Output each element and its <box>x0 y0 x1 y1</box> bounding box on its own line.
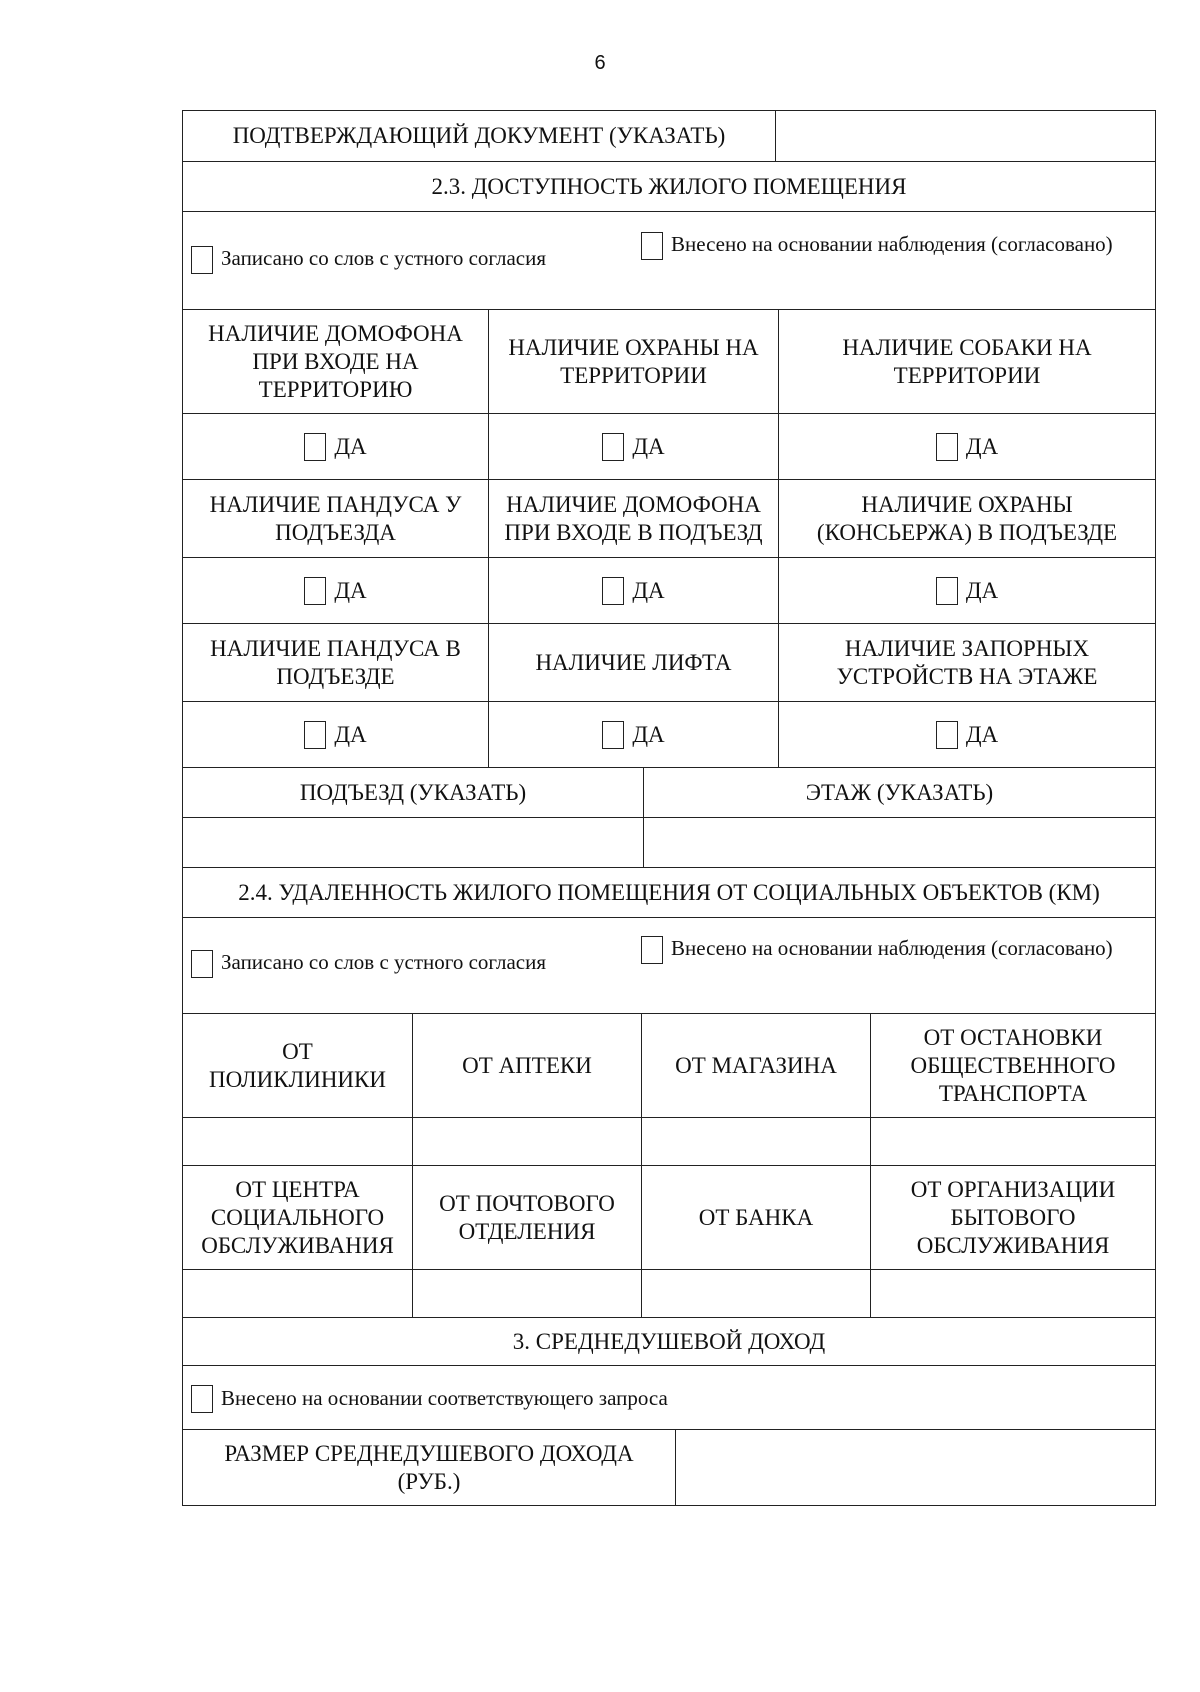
yes-option[interactable] <box>183 702 488 767</box>
distance-header-row-2 <box>182 1166 1156 1270</box>
yes-option[interactable] <box>183 558 488 623</box>
distance-value-row-2 <box>182 1270 1156 1318</box>
ramp-inside-label: НАЛИЧИЕ ПАНДУСА В ПОДЪЕЗДЕ <box>210 635 461 689</box>
clinic-label: ОТ ПОЛИКЛИНИКИ <box>208 1038 386 1092</box>
option-request-label: Внесено на основании соответствующего запроса <box>221 1385 668 1410</box>
document-row <box>182 110 1156 162</box>
section-2-3-header <box>182 162 1156 212</box>
entrance-floor-value-row <box>182 818 1156 868</box>
option-oral-consent[interactable] <box>183 212 633 309</box>
document-label: ПОДТВЕРЖДАЮЩИЙ ДОКУМЕНТ (УКАЗАТЬ) <box>232 123 726 148</box>
yes-label: ДА <box>965 577 999 603</box>
shop-label: ОТ МАГАЗИНА <box>641 1014 870 1117</box>
section-3-header <box>182 1318 1156 1366</box>
checkbox-observed[interactable] <box>641 232 663 260</box>
checkbox-yes[interactable] <box>304 433 326 461</box>
social-center-distance-field[interactable] <box>183 1270 412 1317</box>
section-2-4-header <box>182 868 1156 918</box>
intercom-entrance-label: НАЛИЧИЕ ДОМОФОНА ПРИ ВХОДЕ В ПОДЪЕЗД <box>488 480 778 557</box>
checkbox-yes[interactable] <box>304 721 326 749</box>
option-observed-label: Внесено на основании наблюдения (согласовано) <box>671 936 1113 960</box>
post-office-distance-field[interactable] <box>412 1270 641 1317</box>
checkbox-yes[interactable] <box>602 433 624 461</box>
accessibility-yes-row-2 <box>182 558 1156 624</box>
social-center-label: ОТ ЦЕНТРА СОЦИАЛЬНОГО ОБСЛУЖИВАНИЯ <box>201 1176 394 1258</box>
option-observed[interactable] <box>633 918 1155 1013</box>
ramp-entrance-label: НАЛИЧИЕ ПАНДУСА У ПОДЪЕЗДА <box>209 491 462 545</box>
accessibility-header-row-1 <box>182 310 1156 414</box>
pharmacy-label: ОТ АПТЕКИ <box>412 1014 641 1117</box>
yes-option[interactable] <box>778 702 1155 767</box>
entrance-label: ПОДЪЕЗД (УКАЗАТЬ) <box>299 779 527 805</box>
yes-option[interactable] <box>488 414 778 479</box>
consumer-services-distance-field[interactable] <box>870 1270 1155 1317</box>
document-value-field[interactable] <box>775 111 1155 161</box>
yes-option[interactable] <box>778 558 1155 623</box>
checkbox-yes[interactable] <box>936 721 958 749</box>
income-row <box>182 1430 1156 1506</box>
yes-label: ДА <box>632 577 665 603</box>
transport-distance-field[interactable] <box>870 1118 1155 1165</box>
pharmacy-distance-field[interactable] <box>412 1118 641 1165</box>
floor-label: ЭТАЖ (УКАЗАТЬ) <box>643 768 1155 817</box>
entrance-field[interactable] <box>183 818 643 867</box>
entrance-floor-header-row <box>182 768 1156 818</box>
option-observed-label: Внесено на основании наблюдения (согласовано) <box>671 232 1113 256</box>
bank-distance-field[interactable] <box>641 1270 870 1317</box>
shop-distance-field[interactable] <box>641 1118 870 1165</box>
elevator-label: НАЛИЧИЕ ЛИФТА <box>488 624 778 701</box>
option-oral-consent-label: Записано со слов с устного согласия <box>221 246 546 270</box>
option-observed[interactable] <box>633 212 1155 309</box>
form-table <box>182 110 1156 1506</box>
accessibility-header-row-3 <box>182 624 1156 702</box>
post-office-label: ОТ ПОЧТОВОГО ОТДЕЛЕНИЯ <box>412 1166 641 1269</box>
checkbox-yes[interactable] <box>602 721 624 749</box>
checkbox-yes[interactable] <box>936 433 958 461</box>
consumer-services-label: ОТ ОРГАНИЗАЦИИ БЫТОВОГО ОБСЛУЖИВАНИЯ <box>870 1166 1155 1269</box>
distance-header-row-1 <box>182 1014 1156 1118</box>
checkbox-yes[interactable] <box>304 577 326 605</box>
yes-label: ДА <box>334 433 367 459</box>
section-2-4-title: 2.4. УДАЛЕННОСТЬ ЖИЛОГО ПОМЕЩЕНИЯ ОТ СОЦИАЛЬНЫХ ОБЪЕКТОВ (КМ) <box>238 879 1100 905</box>
checkbox-observed[interactable] <box>641 936 663 964</box>
yes-option[interactable] <box>488 558 778 623</box>
checkbox-yes[interactable] <box>602 577 624 605</box>
accessibility-yes-row-3 <box>182 702 1156 768</box>
page-number: 6 <box>594 52 606 74</box>
bank-label: ОТ БАНКА <box>641 1166 870 1269</box>
option-request[interactable] <box>183 1366 1155 1429</box>
section-2-3-title: 2.3. ДОСТУПНОСТЬ ЖИЛОГО ПОМЕЩЕНИЯ <box>431 173 907 199</box>
floor-locks-label: НАЛИЧИЕ ЗАПОРНЫХ УСТРОЙСТВ НА ЭТАЖЕ <box>778 624 1155 701</box>
yes-label: ДА <box>334 721 367 747</box>
accessibility-header-row-2 <box>182 480 1156 558</box>
income-label: РАЗМЕР СРЕДНЕДУШЕВОГО ДОХОДА (РУБ.) <box>224 1440 634 1494</box>
clinic-distance-field[interactable] <box>183 1118 412 1165</box>
dog-territory-label: НАЛИЧИЕ СОБАКИ НА ТЕРРИТОРИИ <box>778 310 1155 413</box>
option-oral-consent[interactable] <box>183 918 633 1013</box>
yes-label: ДА <box>632 721 665 747</box>
distance-value-row-1 <box>182 1118 1156 1166</box>
accessibility-yes-row-1 <box>182 414 1156 480</box>
checkbox-oral-consent[interactable] <box>191 246 213 274</box>
transport-stop-label: ОТ ОСТАНОВКИ ОБЩЕСТВЕННОГО ТРАНСПОРТА <box>870 1014 1155 1117</box>
section-3-title: 3. СРЕДНЕДУШЕВОЙ ДОХОД <box>512 1328 826 1354</box>
yes-option[interactable] <box>778 414 1155 479</box>
section-2-3-source-row <box>182 212 1156 310</box>
option-oral-consent-label: Записано со слов с устного согласия <box>221 950 546 974</box>
yes-option[interactable] <box>183 414 488 479</box>
floor-field[interactable] <box>643 818 1155 867</box>
concierge-label: НАЛИЧИЕ ОХРАНЫ (КОНСЬЕРЖА) В ПОДЪЕЗДЕ <box>778 480 1155 557</box>
yes-label: ДА <box>632 433 665 459</box>
yes-label: ДА <box>334 577 367 603</box>
income-value-field[interactable] <box>675 1430 1155 1505</box>
section-2-4-source-row <box>182 918 1156 1014</box>
checkbox-oral-consent[interactable] <box>191 950 213 978</box>
checkbox-request[interactable] <box>191 1385 213 1413</box>
yes-label: ДА <box>965 721 999 747</box>
section-3-source-row <box>182 1366 1156 1430</box>
security-territory-label: НАЛИЧИЕ ОХРАНЫ НА ТЕРРИТОРИИ <box>488 310 778 413</box>
checkbox-yes[interactable] <box>936 577 958 605</box>
yes-option[interactable] <box>488 702 778 767</box>
yes-label: ДА <box>965 433 999 459</box>
intercom-territory-label: НАЛИЧИЕ ДОМОФОНА ПРИ ВХОДЕ НА ТЕРРИТОРИЮ <box>208 320 463 402</box>
